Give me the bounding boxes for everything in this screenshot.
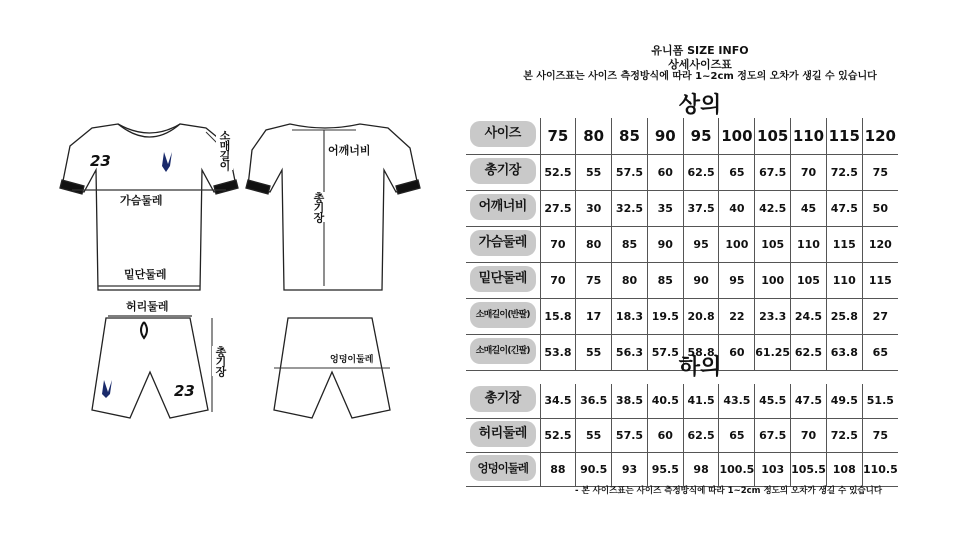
table-cell: 32.5 — [612, 190, 648, 226]
table-cell: 15.8 — [540, 298, 576, 334]
table-cell: 90.5 — [576, 452, 612, 486]
table-cell: 49.5 — [826, 384, 862, 418]
table-cell: 27 — [862, 298, 898, 334]
table-cell: 35 — [647, 190, 683, 226]
table-cell: 65 — [719, 418, 755, 452]
table-cell: 120 — [862, 226, 898, 262]
table-cell: 70 — [540, 226, 576, 262]
table-cell: 25.8 — [826, 298, 862, 334]
table-cell: 110 — [826, 262, 862, 298]
row-label: 어깨너비 — [470, 194, 536, 220]
row-label: 소매길이(반팔) — [470, 302, 536, 328]
table-cell: 110 — [791, 226, 827, 262]
table-cell: 100 — [719, 118, 755, 154]
row-label: 밑단둘레 — [470, 266, 536, 292]
table-row — [466, 154, 898, 190]
table-cell: 42.5 — [755, 190, 791, 226]
table-cell: 60 — [647, 154, 683, 190]
header-subtitle: 상세사이즈표 — [668, 58, 732, 71]
uniform-illustration — [0, 0, 470, 540]
table-cell: 38.5 — [612, 384, 648, 418]
table-cell: 65 — [719, 154, 755, 190]
table-cell: 23.3 — [755, 298, 791, 334]
row-header-cell — [466, 262, 540, 298]
table-cell: 19.5 — [647, 298, 683, 334]
table-cell: 45.5 — [755, 384, 791, 418]
table-cell: 60 — [719, 334, 755, 370]
table-cell: 58.8 — [683, 334, 719, 370]
table-cell: 105 — [755, 226, 791, 262]
front-number: 23 — [90, 152, 111, 170]
bottom-section-title: 하의 — [678, 355, 722, 380]
table-cell: 88 — [540, 452, 576, 486]
table-cell: 18.3 — [612, 298, 648, 334]
table-cell: 62.5 — [791, 334, 827, 370]
table-cell: 105 — [755, 118, 791, 154]
table-cell: 43.5 — [719, 384, 755, 418]
uniform-drawings — [0, 0, 470, 540]
table-cell: 75 — [862, 418, 898, 452]
table-cell: 52.5 — [540, 154, 576, 190]
table-cell: 98 — [683, 452, 719, 486]
waist-label: 허리둘레 — [126, 300, 169, 313]
table-cell: 36.5 — [576, 384, 612, 418]
table-cell: 115 — [826, 118, 862, 154]
table-cell: 63.8 — [826, 334, 862, 370]
table-cell: 80 — [576, 226, 612, 262]
table-row — [466, 190, 898, 226]
table-cell: 90 — [683, 262, 719, 298]
table-cell: 100 — [755, 262, 791, 298]
row-header-cell — [466, 384, 540, 418]
table-cell: 120 — [862, 118, 898, 154]
shoulder-label: 어깨너비 — [328, 144, 371, 157]
table-cell: 75 — [862, 154, 898, 190]
table-cell: 37.5 — [683, 190, 719, 226]
row-label: 사이즈 — [470, 121, 536, 147]
table-cell: 61.25 — [755, 334, 791, 370]
table-row — [466, 452, 898, 486]
table-cell: 50 — [862, 190, 898, 226]
table-cell: 75 — [540, 118, 576, 154]
hip-label: 엉덩이둘레 — [330, 355, 374, 365]
top-length-label: 총기장 — [312, 192, 325, 222]
table-cell: 57.5 — [647, 334, 683, 370]
table-cell: 57.5 — [612, 154, 648, 190]
header-notice: 본 사이즈표는 사이즈 측정방식에 따라 1~2cm 정도의 오차가 생길 수 있습니다 — [523, 71, 877, 82]
row-label: 허리둘레 — [470, 421, 536, 447]
table-cell: 55 — [576, 154, 612, 190]
table-row — [466, 418, 898, 452]
table-cell: 34.5 — [540, 384, 576, 418]
table-cell: 80 — [612, 262, 648, 298]
table-cell: 47.5 — [826, 190, 862, 226]
header-title: 유니폼 SIZE INFO — [651, 44, 749, 57]
row-header-cell — [466, 452, 540, 486]
row-header-cell — [466, 334, 540, 370]
table-cell: 30 — [576, 190, 612, 226]
table-cell: 67.5 — [755, 154, 791, 190]
table-cell: 62.5 — [683, 418, 719, 452]
shorts-number: 23 — [174, 382, 195, 400]
table-cell: 93 — [612, 452, 648, 486]
table-cell: 100 — [719, 226, 755, 262]
table-cell: 103 — [755, 452, 791, 486]
chest-label: 가슴둘레 — [120, 194, 163, 207]
shorts-front — [92, 318, 208, 418]
row-header-cell — [466, 118, 540, 154]
table-cell: 95 — [719, 262, 755, 298]
table-cell: 22 — [719, 298, 755, 334]
table-cell: 62.5 — [683, 154, 719, 190]
row-header-cell — [466, 298, 540, 334]
table-cell: 27.5 — [540, 190, 576, 226]
row-label: 가슴둘레 — [470, 230, 536, 256]
table-cell: 85 — [612, 226, 648, 262]
table-row — [466, 118, 898, 154]
table-cell: 90 — [647, 118, 683, 154]
hem-label: 밑단둘레 — [124, 268, 167, 281]
table-row — [466, 384, 898, 418]
table-cell: 95 — [683, 118, 719, 154]
row-label: 총기장 — [470, 386, 536, 412]
table-row — [466, 298, 898, 334]
table-cell: 60 — [647, 418, 683, 452]
table-cell: 72.5 — [826, 418, 862, 452]
table-cell: 108 — [826, 452, 862, 486]
table-cell: 24.5 — [791, 298, 827, 334]
table-cell: 41.5 — [683, 384, 719, 418]
table-cell: 65 — [862, 334, 898, 370]
table-cell: 115 — [826, 226, 862, 262]
table-cell: 110 — [791, 118, 827, 154]
row-header-cell — [466, 154, 540, 190]
table-cell: 70 — [540, 262, 576, 298]
table-cell: 90 — [647, 226, 683, 262]
table-cell: 52.5 — [540, 418, 576, 452]
bottom-length-label: 총기장 — [214, 346, 227, 376]
table-cell: 57.5 — [612, 418, 648, 452]
table-cell: 95 — [683, 226, 719, 262]
table-cell: 70 — [791, 418, 827, 452]
table-cell: 100.5 — [719, 452, 755, 486]
row-header-cell — [466, 226, 540, 262]
row-label: 총기장 — [470, 158, 536, 184]
table-cell: 85 — [612, 118, 648, 154]
table-cell: 17 — [576, 298, 612, 334]
table-cell: 95.5 — [647, 452, 683, 486]
table-cell: 105.5 — [791, 452, 827, 486]
table-cell: 55 — [576, 334, 612, 370]
size-info-header — [470, 44, 930, 83]
top-size-table — [466, 118, 898, 371]
row-header-cell — [466, 190, 540, 226]
row-header-cell — [466, 418, 540, 452]
table-cell: 110.5 — [862, 452, 898, 486]
table-cell: 56.3 — [612, 334, 648, 370]
table-cell: 72.5 — [826, 154, 862, 190]
row-label: 엉덩이둘레 — [470, 455, 536, 481]
table-cell: 51.5 — [862, 384, 898, 418]
bottom-size-table — [466, 384, 898, 487]
table-cell: 20.8 — [683, 298, 719, 334]
row-label: 소매길이(긴팔) — [470, 338, 536, 364]
top-section-title: 상의 — [678, 93, 722, 118]
table-cell: 40.5 — [647, 384, 683, 418]
table-cell: 67.5 — [755, 418, 791, 452]
table-cell: 55 — [576, 418, 612, 452]
jersey-front — [60, 124, 238, 290]
table-cell: 80 — [576, 118, 612, 154]
table-cell: 47.5 — [791, 384, 827, 418]
table-cell: 105 — [791, 262, 827, 298]
table-cell: 75 — [576, 262, 612, 298]
sleeve-label: 소매길이 — [218, 130, 231, 170]
table-cell: 40 — [719, 190, 755, 226]
table-cell: 115 — [862, 262, 898, 298]
table-cell: 70 — [791, 154, 827, 190]
footnote: - 본 사이즈표는 사이즈 측정방식에 따라 1~2cm 정도의 오차가 생길 수 있습니다 — [575, 486, 883, 496]
table-row — [466, 226, 898, 262]
table-row — [466, 262, 898, 298]
table-cell: 45 — [791, 190, 827, 226]
table-cell: 53.8 — [540, 334, 576, 370]
table-cell: 85 — [647, 262, 683, 298]
